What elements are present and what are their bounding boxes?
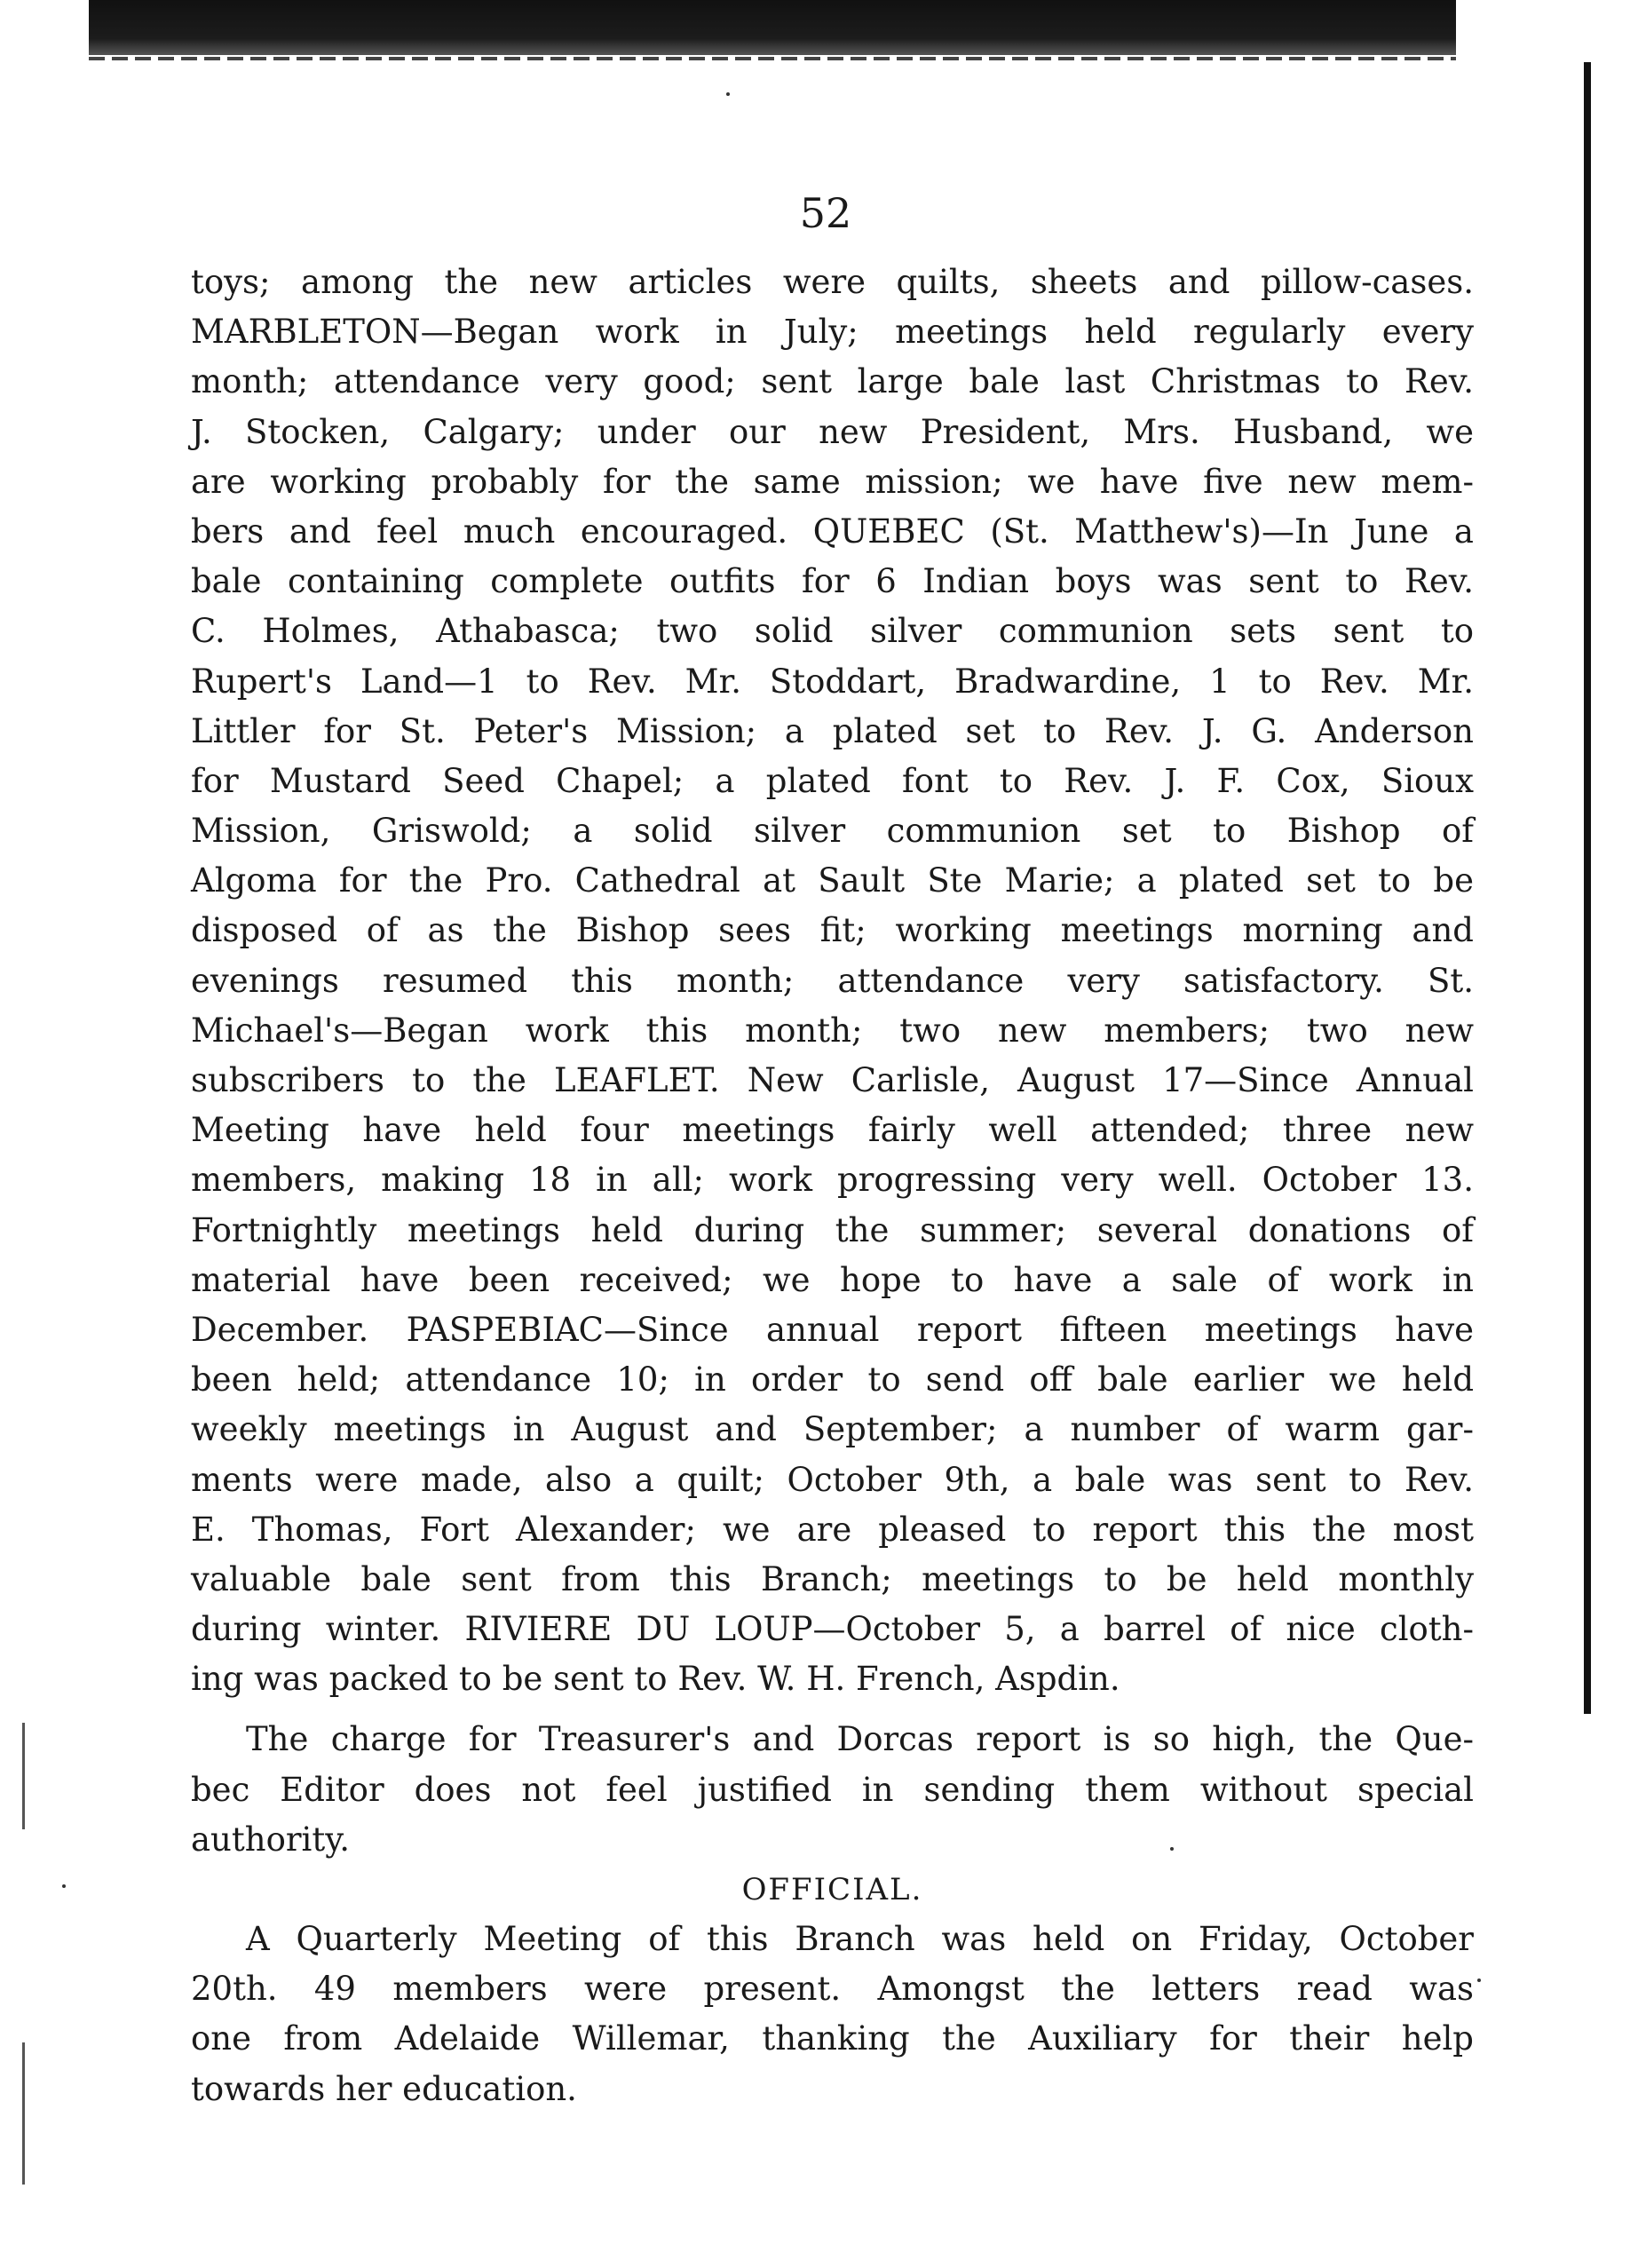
scan-left-mark [22,2042,25,2185]
text-line: ments were made, also a quilt; October 9th, a bale was sent to Rev. [191,1460,1474,1499]
text-line: valuable bale sent from this Branch; meetings to be held monthly [191,1559,1474,1598]
text-line: J. Stocken, Calgary; under our new President, Mrs. Husband, we [191,412,1474,451]
page-number: 52 [799,189,852,237]
text-line: month; attendance very good; sent large bale last Christmas to Rev. [191,362,1474,401]
text-line: weekly meetings in August and September; a number of warm gar- [191,1410,1474,1449]
text-line: E. Thomas, Fort Alexander; we are pleased to report this the most [191,1510,1474,1549]
text-line: members, making 18 in all; work progressing very well. October 13. [191,1161,1474,1200]
text-column [191,258,1474,2114]
text-line: C. Holmes, Athabasca; two solid silver communion sets sent to [191,612,1474,651]
text-line: ing was packed to be sent to Rev. W. H. French, Aspdin. [191,1660,1120,1699]
text-line: Algoma for the Pro. Cathedral at Sault Ste Marie; a plated set to be [191,861,1474,900]
text-line: The charge for Treasurer's and Dorcas report is so high, the Que- [246,1720,1474,1759]
scan-speck [62,1884,66,1888]
text-line: Fortnightly meetings held during the summer; several donations of [191,1210,1474,1249]
scan-top-bar [89,0,1456,55]
text-line: Rupert's Land—1 to Rev. Mr. Stoddart, Bradwardine, 1 to Rev. Mr. [191,662,1474,701]
text-line: bale containing complete outfits for 6 Indian boys was sent to Rev. [191,562,1474,601]
text-line: one from Adelaide Willemar, thanking the Auxiliary for their help [191,2019,1474,2058]
text-line: are working probably for the same mission; we have five new mem- [191,462,1474,501]
text-line: bec Editor does not feel justified in sending them without special [191,1770,1474,1809]
text-line: authority. [191,1820,351,1859]
scan-top-rule [89,57,1456,60]
text-line: toys; among the new articles were quilts, sheets and pillow-cases. [191,263,1474,301]
scan-speck [1477,1979,1481,1982]
official-heading: OFFICIAL. [741,1872,923,1907]
text-line: MARBLETON—Began work in July; meetings held regularly every [191,313,1474,352]
text-line: Mission, Griswold; a solid silver communion set to Bishop of [191,812,1474,851]
text-line: December. PASPEBIAC—Since annual report fifteen meetings have [191,1310,1474,1349]
text-line: material have been received; we hope to have a sale of work in [191,1260,1474,1299]
text-line: subscribers to the LEAFLET. New Carlisle, August 17—Since Annual [191,1061,1474,1099]
scan-speck [726,92,730,96]
text-line: during winter. RIVIERE DU LOUP—October 5, a barrel of nice cloth- [191,1610,1474,1649]
text-line: Littler for St. Peter's Mission; a plated set to Rev. J. G. Anderson [191,711,1474,750]
text-line: disposed of as the Bishop sees fit; working meetings morning and [191,911,1474,950]
scan-right-edge [1584,62,1591,1714]
text-line: Meeting have held four meetings fairly well attended; three new [191,1111,1474,1150]
text-line: for Mustard Seed Chapel; a plated font to Rev. J. F. Cox, Sioux [191,761,1474,800]
official-paragraph [191,1915,1474,2114]
report-paragraph [191,258,1474,1704]
text-line: A Quarterly Meeting of this Branch was held on Friday, October [246,1920,1474,1958]
text-line: 20th. 49 members were present. Amongst the letters read was [191,1970,1474,2009]
editor-note-paragraph [191,1715,1474,1865]
scan-left-mark [22,1723,25,1829]
text-line: evenings resumed this month; attendance very satisfactory. St. [191,961,1474,1000]
text-line: bers and feel much encouraged. QUEBEC (St. Matthew's)—In June a [191,511,1474,551]
text-line: Michael's—Began work this month; two new members; two new [191,1011,1474,1050]
text-line: been held; attendance 10; in order to send off bale earlier we held [191,1360,1474,1400]
text-line: towards her education. [191,2069,577,2108]
